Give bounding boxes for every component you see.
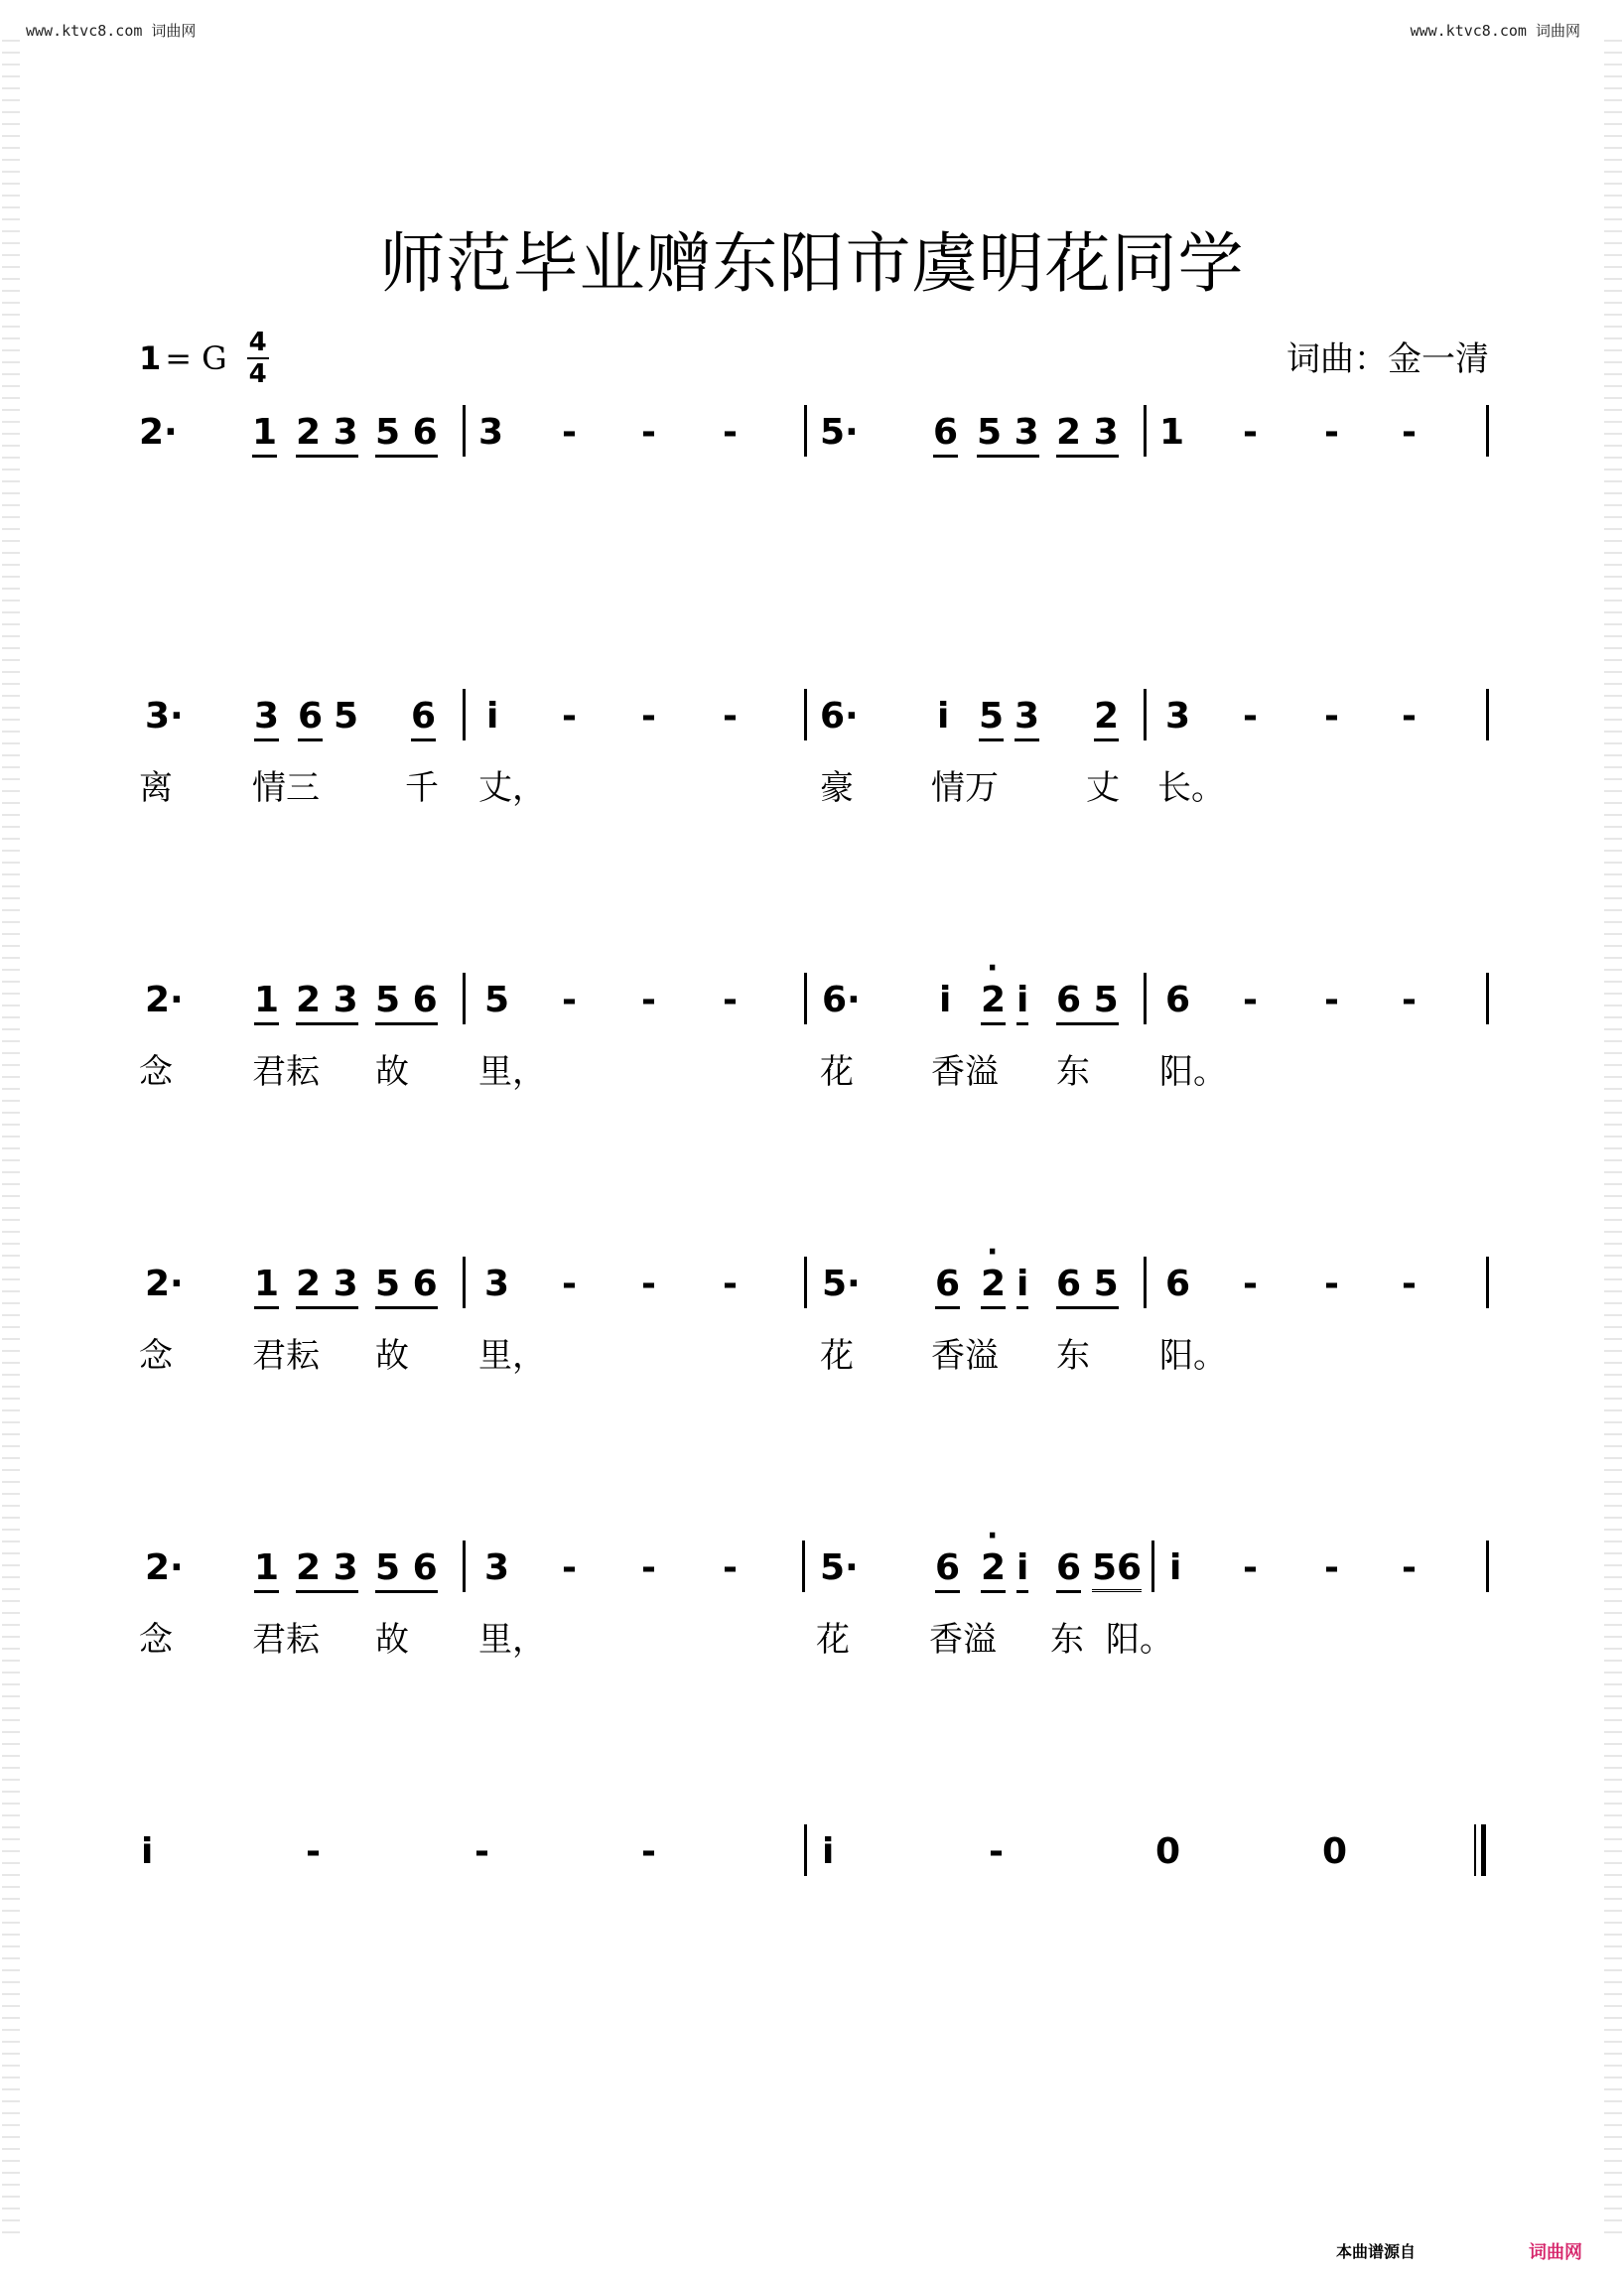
note: 2 3 <box>1056 413 1119 458</box>
note: - <box>1243 412 1258 453</box>
lyric: 君耘 <box>252 1052 320 1092</box>
lyric: 故 <box>375 1336 409 1376</box>
score-row-1 <box>0 405 1624 544</box>
lyric: 里， <box>478 1620 546 1660</box>
score-row-4 <box>0 1235 1624 1396</box>
barline <box>1486 689 1489 740</box>
note: 3 <box>1165 696 1191 737</box>
score-row-2 <box>0 689 1624 828</box>
note: - <box>1243 696 1258 737</box>
note: - <box>641 696 656 737</box>
note: - <box>723 1547 738 1588</box>
barline <box>1144 689 1147 740</box>
note: - <box>723 1264 738 1304</box>
note: 6 <box>1056 1548 1081 1593</box>
time-signature <box>247 328 269 389</box>
note: i <box>141 1831 154 1872</box>
note: 5· <box>820 412 859 453</box>
note: - <box>562 1547 577 1588</box>
note: - <box>562 980 577 1020</box>
note: 5 <box>979 697 1004 741</box>
lyric: 故 <box>375 1620 409 1660</box>
lyric: 东 <box>1050 1620 1084 1660</box>
note: 2 3 <box>296 413 358 458</box>
note: 3 <box>484 1547 510 1588</box>
note: i <box>1016 1265 1028 1309</box>
note: 5 6 <box>375 981 438 1025</box>
note: 0 <box>1155 1831 1181 1872</box>
lyric: 里， <box>478 1336 546 1376</box>
note: 2 3 <box>296 1265 358 1309</box>
lyric: 香溢 <box>931 1052 999 1092</box>
lyric: 东 <box>1056 1052 1090 1092</box>
note: - <box>1402 412 1417 453</box>
note: 5 6 <box>375 413 438 458</box>
note: 6· <box>820 696 859 737</box>
lyric: 君耘 <box>252 1620 320 1660</box>
barline <box>1144 973 1147 1024</box>
barline <box>463 973 466 1024</box>
lyric: 故 <box>375 1052 409 1092</box>
footer-site-logo[interactable]: 词曲网 <box>1529 2242 1582 2263</box>
note: i <box>1169 1547 1182 1588</box>
note: 1 <box>254 1265 279 1309</box>
note: 5 6 <box>375 1548 438 1593</box>
lyric: 离 <box>139 768 173 808</box>
lyric: 情万 <box>931 768 999 808</box>
note: - <box>1402 1264 1417 1304</box>
note: - <box>1324 696 1339 737</box>
note: - <box>1324 1264 1339 1304</box>
note: 6 <box>298 697 323 741</box>
lyric: 香溢 <box>929 1620 997 1660</box>
note: 3 <box>478 412 504 453</box>
note: 6 5 <box>1056 981 1119 1025</box>
lyric: 念 <box>139 1336 173 1376</box>
note: - <box>641 1547 656 1588</box>
lyric: 花 <box>820 1336 854 1376</box>
note: i <box>486 696 499 737</box>
note: - <box>1243 980 1258 1020</box>
note: 56 <box>1092 1548 1142 1592</box>
final-barline-thin <box>1474 1824 1476 1876</box>
time-signature-bottom: 4 <box>248 359 267 389</box>
lyric: 丈， <box>478 768 546 808</box>
high-octave-dot: · <box>987 951 999 986</box>
note: 2· <box>145 1264 184 1304</box>
note: - <box>723 696 738 737</box>
note: 5· <box>820 1547 859 1588</box>
barline <box>463 1541 466 1592</box>
note: 2 <box>1094 697 1119 741</box>
note: 6 <box>935 1548 960 1593</box>
note: - <box>562 1264 577 1304</box>
barline <box>1144 1257 1147 1308</box>
score-row-6 <box>0 1824 1624 1963</box>
time-signature-top: 4 <box>248 328 267 357</box>
lyric: 东 <box>1056 1336 1090 1376</box>
note: - <box>1402 696 1417 737</box>
key-signature <box>139 328 269 389</box>
note: 3 <box>1015 697 1039 741</box>
barline <box>463 689 466 740</box>
barline <box>1486 405 1489 457</box>
barline <box>463 405 466 457</box>
lyric: 情三 <box>252 768 320 808</box>
high-octave-dot: · <box>987 1519 999 1553</box>
header-site-right: www.ktvc8.com 词曲网 <box>1410 22 1580 40</box>
note: - <box>641 980 656 1020</box>
note: 6 <box>935 1265 960 1309</box>
key-letter: G <box>202 339 227 377</box>
lyric: 长。 <box>1157 768 1225 808</box>
note: - <box>1402 1547 1417 1588</box>
lyric: 阳。 <box>1106 1620 1173 1660</box>
key-tonic-number: 1 <box>139 339 162 377</box>
note: - <box>723 980 738 1020</box>
lyric: 念 <box>139 1620 173 1660</box>
note: 5 <box>484 980 510 1020</box>
barline <box>804 1257 807 1308</box>
high-octave-dot: · <box>987 1235 999 1270</box>
note: 5 3 <box>977 413 1039 458</box>
lyric: 香溢 <box>931 1336 999 1376</box>
lyric: 念 <box>139 1052 173 1092</box>
key-equals: = <box>165 339 193 377</box>
note: - <box>474 1831 489 1872</box>
note: - <box>1402 980 1417 1020</box>
note: 2· <box>145 1547 184 1588</box>
barline <box>1144 405 1147 457</box>
barline <box>804 405 807 457</box>
note: i <box>937 696 950 737</box>
barline <box>463 1257 466 1308</box>
barline <box>804 973 807 1024</box>
note: - <box>641 1264 656 1304</box>
barline <box>802 1541 805 1592</box>
barline <box>1151 1541 1154 1592</box>
lyric: 君耘 <box>252 1336 320 1376</box>
barline <box>804 1824 807 1876</box>
note: - <box>1324 1547 1339 1588</box>
note: - <box>641 412 656 453</box>
note: i <box>1016 981 1028 1025</box>
note: 2 <box>981 1265 1006 1309</box>
note: i <box>939 980 952 1020</box>
header-site-left: www.ktvc8.com 词曲网 <box>26 22 197 40</box>
footer-source-label: 本曲谱源自 <box>1335 2242 1416 2261</box>
note: 6 <box>933 413 958 458</box>
lyric: 阳。 <box>1159 1052 1227 1092</box>
song-title: 师范毕业赠东阳市虞明花同学 <box>379 225 1245 302</box>
lyric: 阳。 <box>1159 1336 1227 1376</box>
note: 2 <box>981 1548 1006 1593</box>
note: - <box>1243 1264 1258 1304</box>
note: - <box>562 696 577 737</box>
note: 1 <box>1159 412 1185 453</box>
note: 2 3 <box>296 1548 358 1593</box>
note: - <box>989 1831 1004 1872</box>
note: - <box>562 412 577 453</box>
lyric: 花 <box>816 1620 850 1660</box>
barline <box>804 689 807 740</box>
note: 3 <box>254 697 279 741</box>
composer-credit: 词曲：金一清 <box>1286 339 1489 379</box>
note: - <box>306 1831 321 1872</box>
note: 6 5 <box>1056 1265 1119 1309</box>
note: 1 <box>254 981 279 1025</box>
lyric: 花 <box>820 1052 854 1092</box>
note: 1 <box>252 413 277 458</box>
note: 1 <box>254 1548 279 1593</box>
note: 3· <box>145 696 184 737</box>
final-barline-thick <box>1481 1824 1486 1876</box>
note: 6 <box>1165 1264 1191 1304</box>
note: i <box>822 1831 835 1872</box>
score-row-3 <box>0 951 1624 1112</box>
note: - <box>723 412 738 453</box>
score-row-5 <box>0 1519 1624 1679</box>
lyric: 里， <box>478 1052 546 1092</box>
note: 6 <box>411 697 436 741</box>
note: 2· <box>139 412 178 453</box>
note: - <box>1324 412 1339 453</box>
note: 2 <box>981 981 1006 1025</box>
lyric: 千 <box>405 768 439 808</box>
note: 2· <box>145 980 184 1020</box>
note: 3 <box>484 1264 510 1304</box>
barline <box>1486 1257 1489 1308</box>
note: 6· <box>822 980 861 1020</box>
note: - <box>1243 1547 1258 1588</box>
note: 6 <box>1165 980 1191 1020</box>
barline <box>1486 1541 1489 1592</box>
note: 5 <box>334 696 359 737</box>
note: 2 3 <box>296 981 358 1025</box>
note: i <box>1016 1548 1028 1593</box>
note: - <box>641 1831 656 1872</box>
lyric: 丈 <box>1086 768 1120 808</box>
lyric: 豪 <box>820 768 854 808</box>
note: 0 <box>1322 1831 1348 1872</box>
note: 5 6 <box>375 1265 438 1309</box>
note: 5· <box>822 1264 861 1304</box>
barline <box>1486 973 1489 1024</box>
note: - <box>1324 980 1339 1020</box>
